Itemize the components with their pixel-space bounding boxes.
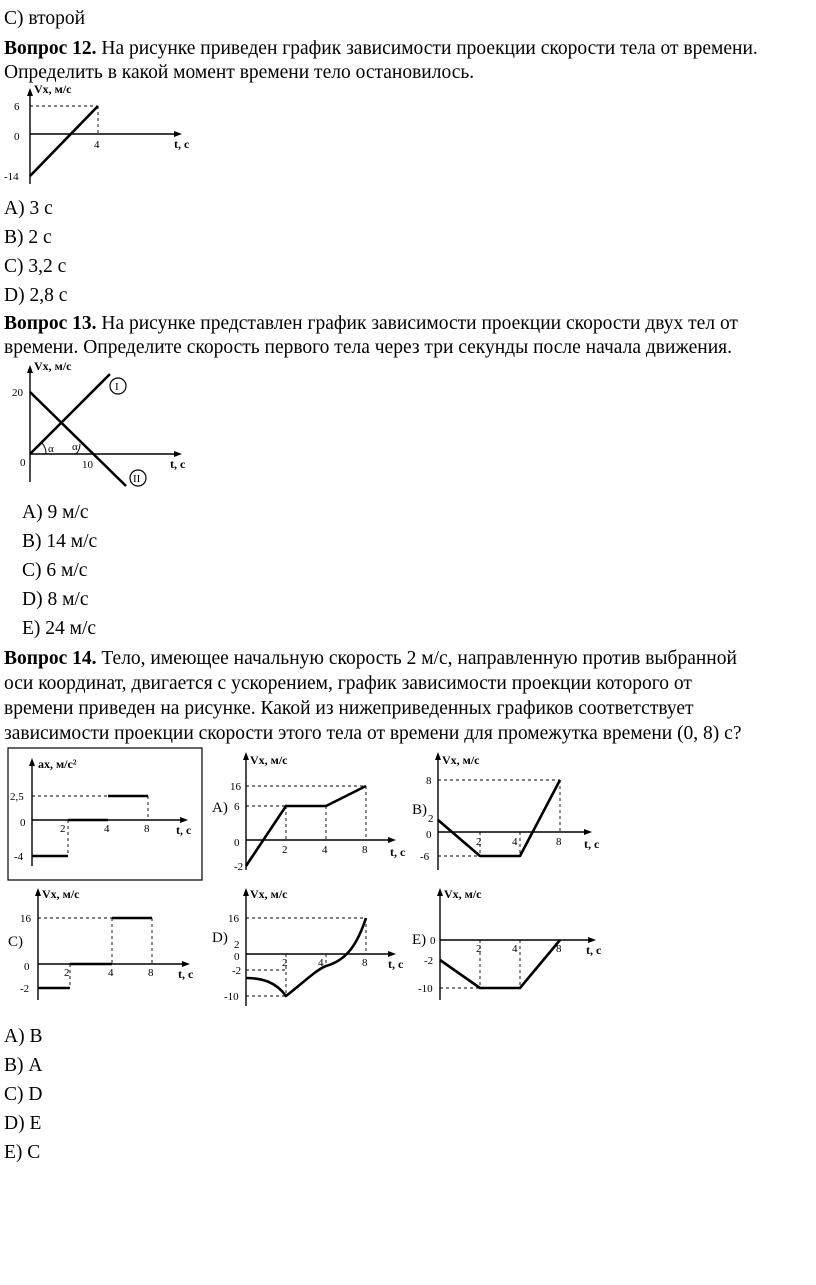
q14-d-x8: 8 (362, 957, 368, 969)
q14-b-x4: 4 (512, 836, 518, 848)
q13-xlabel: t, с (170, 457, 186, 471)
q14-b-name: B) (412, 802, 427, 818)
q14-e-y-2: -2 (424, 955, 434, 967)
q12-option-a: А) 3 с (4, 198, 53, 219)
q13-y-top: 20 (12, 387, 23, 399)
q14-a-y6: 6 (234, 801, 240, 813)
q14-e-ylabel: Vx, м/с (444, 887, 482, 901)
q14-e-y-10: -10 (418, 983, 433, 995)
q14-d-y-10: -10 (224, 991, 239, 1003)
question-13-text2: времени. Определите скорость первого тела через три секунды после начала движения. (4, 337, 733, 358)
question-13-text1: На рисунке представлен график зависимости проекции скорости двух тел от (96, 313, 738, 334)
q14-b-xlabel: t, с (584, 837, 600, 851)
question-14-text3: времени приведен на рисунке. Какой из нижеприведенных графиков соответствует (4, 698, 694, 719)
question-14-head: Вопрос 14. (4, 648, 97, 669)
q13-x-tick: 10 (82, 459, 93, 471)
question-12-text2: Определить в какой момент времени тело остановилось. (4, 62, 475, 83)
q14-a-x8: 8 (362, 844, 368, 856)
q14-d-ylabel: Vx, м/с (250, 887, 288, 901)
q14-option-d: D) Е (4, 1113, 42, 1134)
q14-e-y0: 0 (430, 935, 436, 947)
q14-b-x8: 8 (556, 836, 562, 848)
q13-angle-1: α (48, 443, 54, 455)
q14-a-x2: 2 (282, 844, 288, 856)
q14-e-xlabel: t, с (586, 943, 602, 957)
q14-d-y0: 0 (234, 951, 240, 963)
q14-a-name: A) (212, 800, 228, 816)
q14-graph-e (412, 886, 612, 1004)
q14-d-y16: 16 (228, 913, 239, 925)
q14-b-y0: 0 (426, 829, 432, 841)
q14-option-e: Е) С (4, 1142, 41, 1163)
q12-x-tick: 4 (94, 139, 100, 151)
q14-a-ylabel: Vx, м/с (250, 753, 288, 767)
q14-accel-y-zero: 0 (20, 817, 26, 829)
q14-graph-a (212, 750, 412, 872)
q14-c-ylabel: Vx, м/с (42, 887, 80, 901)
q13-line1-label: I (115, 381, 119, 393)
q14-c-x4: 4 (108, 967, 114, 979)
q14-acceleration-graph (8, 748, 204, 882)
q14-b-x2: 2 (476, 836, 482, 848)
q12-option-c: С) 3,2 с (4, 256, 67, 277)
q14-accel-y-bottom: -4 (14, 851, 24, 863)
q14-d-x2: 2 (282, 957, 288, 969)
question-13-head: Вопрос 13. (4, 313, 97, 334)
q14-graph-c (8, 886, 208, 1004)
q13-option-d: D) 8 м/с (22, 589, 89, 610)
q14-accel-y-top: 2,5 (10, 791, 24, 803)
q12-y-top: 6 (14, 101, 20, 113)
q14-b-ylabel: Vx, м/с (442, 753, 480, 767)
q14-option-b: В) А (4, 1055, 43, 1076)
q13-line2-label: II (133, 473, 141, 485)
previous-answer: С) второй (4, 8, 86, 29)
q12-ylabel: Vx, м/с (34, 82, 72, 96)
q12-velocity-graph (4, 82, 210, 186)
q14-accel-x-tick-4: 4 (104, 823, 110, 835)
q13-ylabel: Vx, м/с (34, 359, 72, 373)
q14-accel-x-tick-2: 2 (60, 823, 66, 835)
q14-e-name: E) (412, 932, 427, 948)
q13-y-zero: 0 (20, 457, 26, 469)
q14-accel-ylabel: ax, м/с² (38, 757, 77, 771)
q14-c-xlabel: t, с (178, 967, 194, 981)
q12-velocity-line (30, 106, 98, 176)
q14-e-x8: 8 (556, 943, 562, 955)
question-14-text4: зависимости проекции скорости этого тела от времени для промежутка времени (0, 8) с? (4, 723, 742, 744)
q14-graph-d (212, 886, 412, 1010)
q14-graph-b (412, 750, 612, 872)
q14-a-y0: 0 (234, 837, 240, 849)
q14-c-x2: 2 (64, 967, 70, 979)
q14-d-name: D) (212, 930, 228, 946)
q12-y-bottom: -14 (4, 171, 19, 183)
q13-option-c: С) 6 м/с (22, 560, 88, 581)
q14-option-a: А) В (4, 1026, 43, 1047)
q14-d-xlabel: t, с (388, 957, 404, 971)
q14-accel-xlabel: t, с (176, 823, 192, 837)
question-12-text1: На рисунке приведен график зависимости проекции скорости тела от времени. (96, 38, 758, 59)
q14-b-y8: 8 (426, 775, 432, 787)
q14-e-x2: 2 (476, 943, 482, 955)
q13-option-e: Е) 24 м/с (22, 618, 97, 639)
q12-option-b: В) 2 с (4, 227, 52, 248)
q14-c-x8: 8 (148, 967, 154, 979)
question-12-head: Вопрос 12. (4, 38, 97, 59)
q13-option-b: В) 14 м/с (22, 531, 98, 552)
q14-d-y2: 2 (234, 939, 240, 951)
q14-c-y16: 16 (20, 913, 31, 925)
q14-accel-x-tick-8: 8 (144, 823, 150, 835)
q14-c-y0: 0 (24, 961, 30, 973)
q13-option-a: А) 9 м/с (22, 502, 89, 523)
q12-y-zero: 0 (14, 131, 20, 143)
question-14-text1: Тело, имеющее начальную скорость 2 м/с, направленную против выбранной (96, 648, 737, 669)
q14-c-y-2: -2 (20, 983, 30, 995)
q14-d-y-2: -2 (232, 965, 242, 977)
q12-xlabel: t, с (174, 137, 190, 151)
q14-b-y2: 2 (428, 813, 434, 825)
question-14-text2: оси координат, двигается с ускорением, график зависимости проекции которого от (4, 673, 692, 694)
q14-e-x4: 4 (512, 943, 518, 955)
q14-a-xlabel: t, с (390, 845, 406, 859)
q14-b-y-6: -6 (420, 851, 430, 863)
q13-velocity-graph (12, 359, 208, 492)
q14-a-y16: 16 (230, 781, 241, 793)
q12-option-d: D) 2,8 с (4, 285, 68, 306)
q14-a-y-2: -2 (234, 861, 244, 873)
q14-a-x4: 4 (322, 844, 328, 856)
q14-d-x4: 4 (318, 957, 324, 969)
q14-c-name: C) (8, 934, 23, 950)
q13-angle-2: α (72, 441, 78, 453)
q13-line-1 (30, 374, 110, 454)
q14-option-c: С) D (4, 1084, 43, 1105)
